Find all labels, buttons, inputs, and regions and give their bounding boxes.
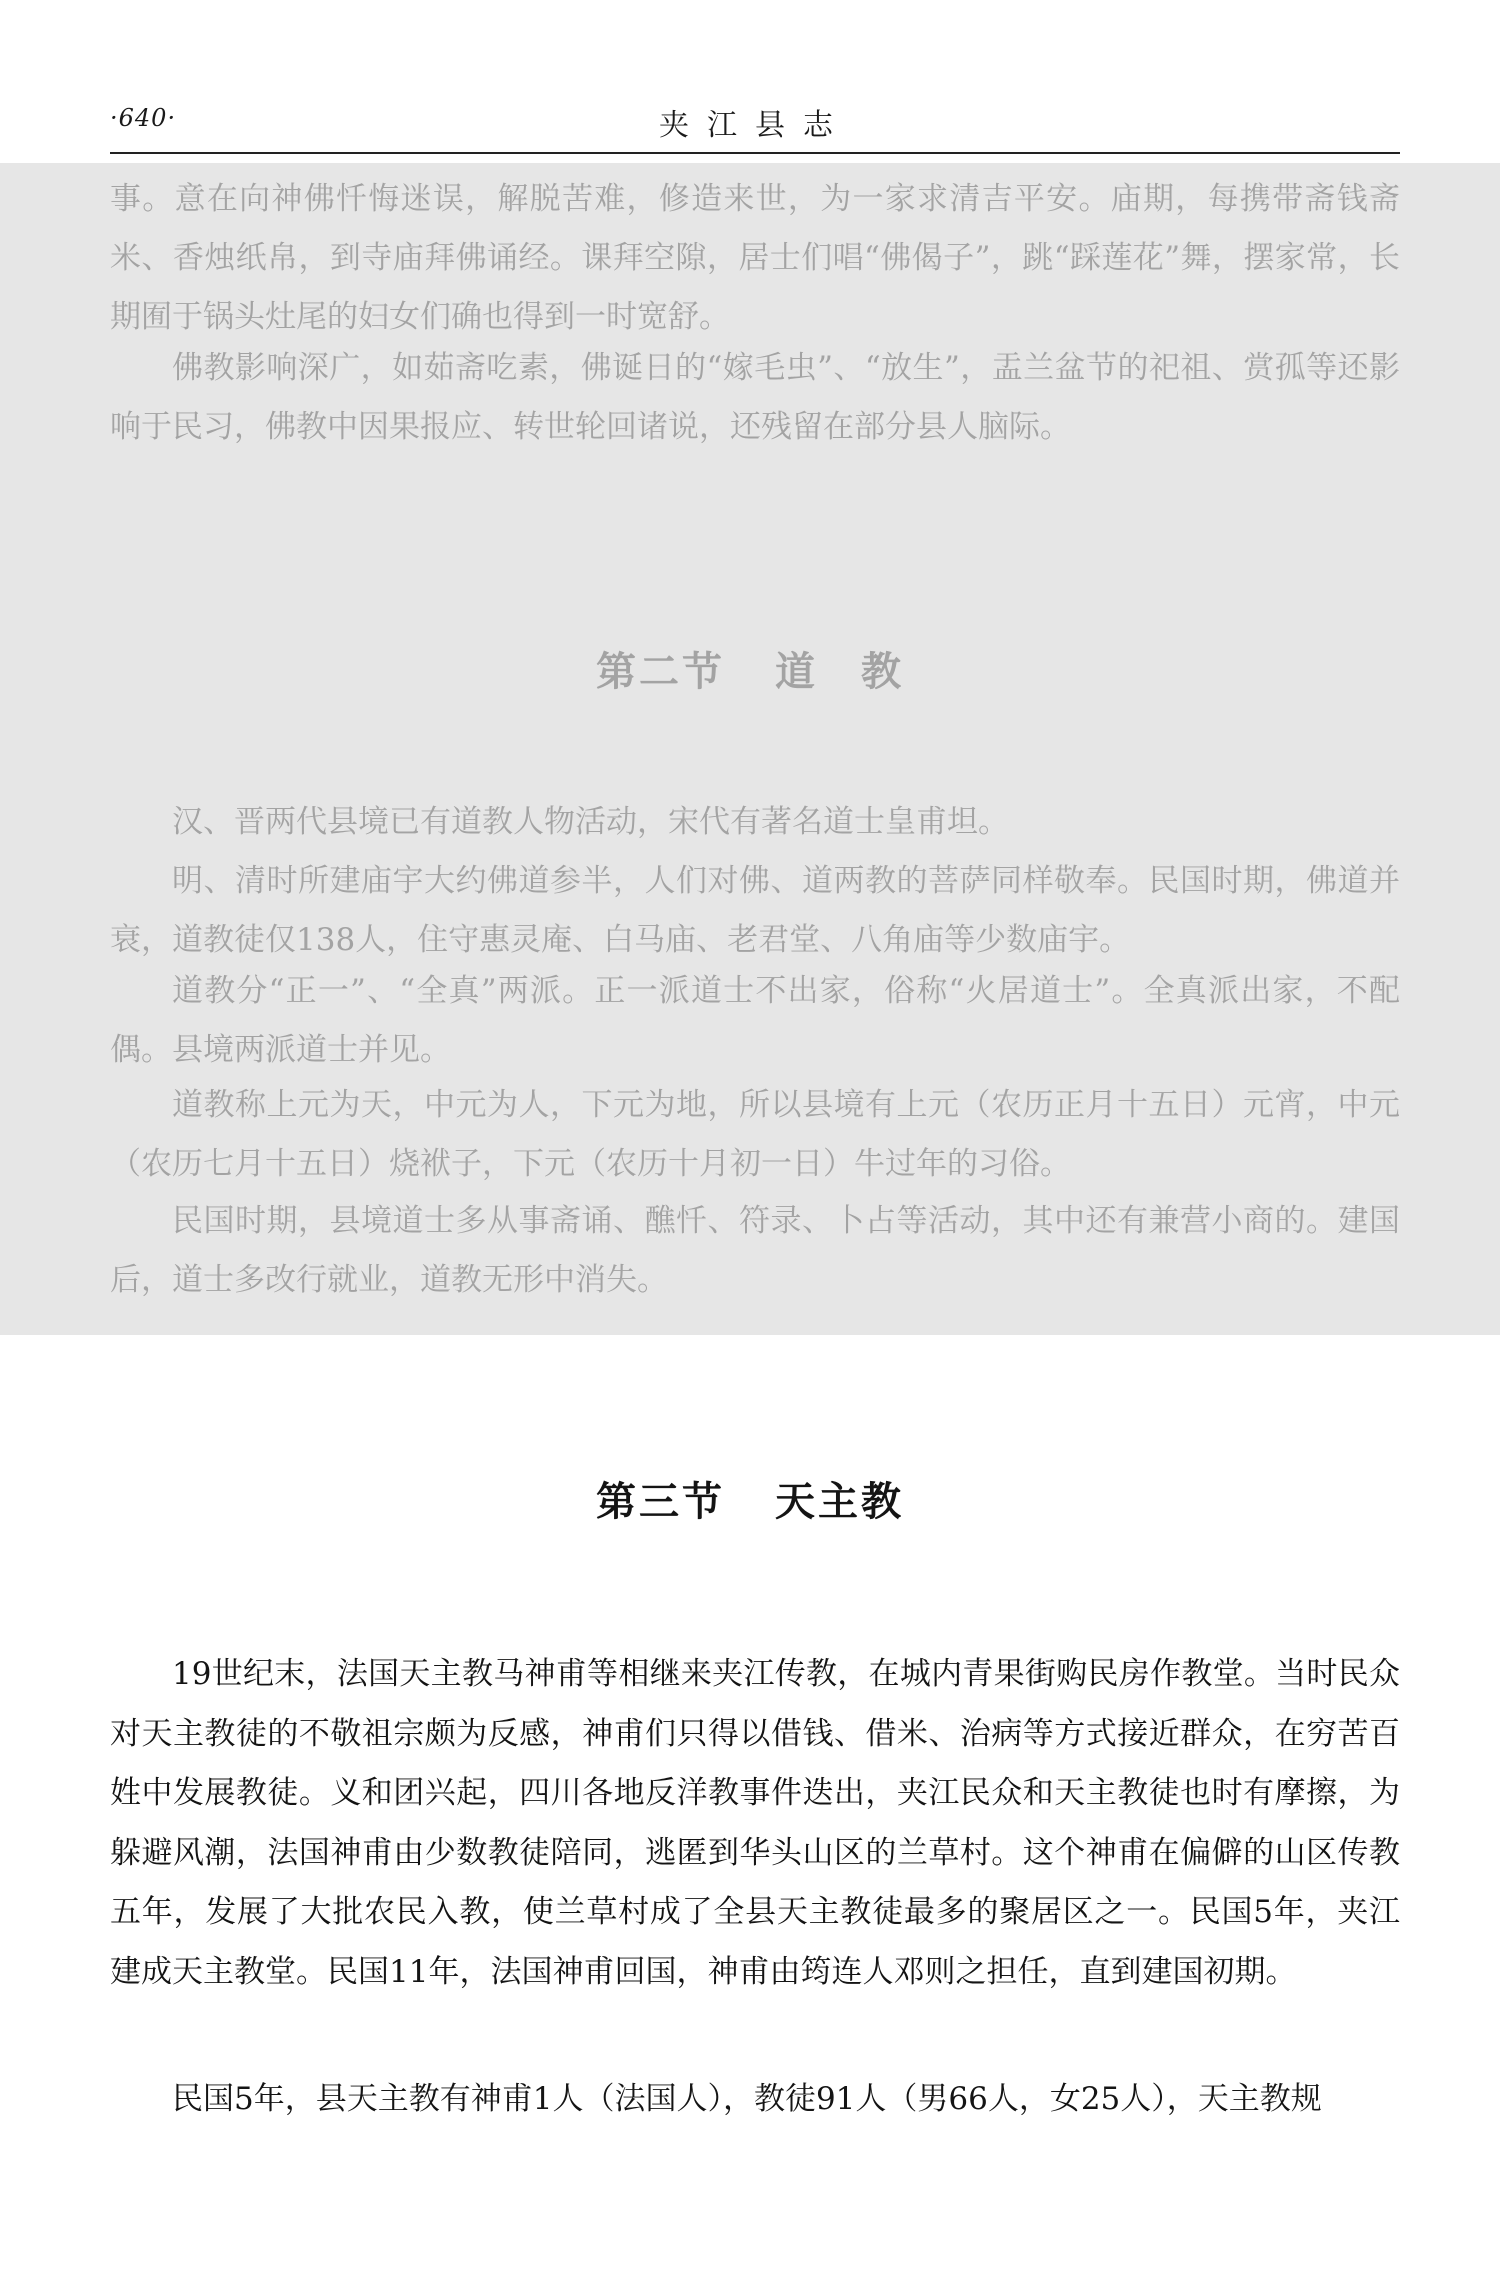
paragraph: 事。意在向神佛忏悔迷误，解脱苦难，修造来世，为一家求清吉平安。庙期，每携带斋钱斋米、香烛纸帛，到寺庙拜佛诵经。课拜空隙，居士们唱“佛偈子”，跳“踩莲花”舞，摆家常，长期囿于锅头灶尾的妇女们确也得到一时宽舒。 [110, 181, 1400, 335]
page-number: ·640· [110, 104, 177, 132]
paragraph: 道教称上元为天，中元为人，下元为地，所以县境有上元（农历正月十五日）元宵，中元（农历七月十五日）烧袱子，下元（农历十月初一日）牛过年的习俗。 [110, 1087, 1400, 1182]
section-name: 道 教 [775, 648, 904, 695]
section-title-catholicism [0, 1470, 1500, 1527]
paragraph: 19世纪末，法国天主教马神甫等相继来夹江传教，在城内青果街购民房作教堂。当时民众对天主教徒的不敬祖宗颇为反感，神甫们只得以借钱、借米、治病等方式接近群众，在穷苦百姓中发展教徒。义和团兴起，四川各地反洋教事件迭出，夹江民众和天主教徒也时有摩擦，为躲避风潮，法国神甫由少数教徒陪同，逃匿到华头山区的兰草村。这个神甫在偏僻的山区传教五年，发展了大批农民入教，使兰草村成了全县天主教徒最多的聚居区之一。民国5年，夹江建成天主教堂。民国11年，法国神甫回国，神甫由筠连人邓则之担任，直到建国初期。 [110, 1656, 1400, 1990]
header-rule [110, 152, 1400, 154]
paragraph: 民国时期，县境道士多从事斋诵、醮忏、符录、卜占等活动，其中还有兼营小商的。建国后，道士多改行就业，道教无形中消失。 [110, 1203, 1400, 1298]
section-number: 第二节 [596, 648, 725, 695]
section-number: 第三节 [596, 1479, 725, 1525]
paragraph: 民国5年，县天主教有神甫1人（法国人），教徒91人（男66人，女25人），天主教规 [172, 2081, 1322, 2117]
paragraph: 明、清时所建庙宇大约佛道参半，人们对佛、道两教的菩萨同样敬奉。民国时期，佛道并衰，道教徒仅138人，住守惠灵庵、白马庙、老君堂、八角庙等少数庙宇。 [110, 863, 1400, 958]
section-name: 天主教 [775, 1479, 904, 1525]
paragraph: 汉、晋两代县境已有道教人物活动，宋代有著名道士皇甫坦。 [172, 804, 1009, 840]
section-title-taoism [0, 640, 1500, 697]
page-header [110, 100, 1400, 152]
paragraph: 道教分“正一”、“全真”两派。正一派道士不出家，俗称“火居道士”。全真派出家，不配偶。县境两派道士并见。 [110, 973, 1400, 1068]
paragraph: 佛教影响深广，如茹斋吃素，佛诞日的“嫁毛虫”、“放生”，盂兰盆节的祀祖、赏孤等还影响于民习，佛教中因果报应、转世轮回诸说，还残留在部分县人脑际。 [110, 350, 1400, 445]
running-title: 夹江县志 [659, 108, 851, 143]
